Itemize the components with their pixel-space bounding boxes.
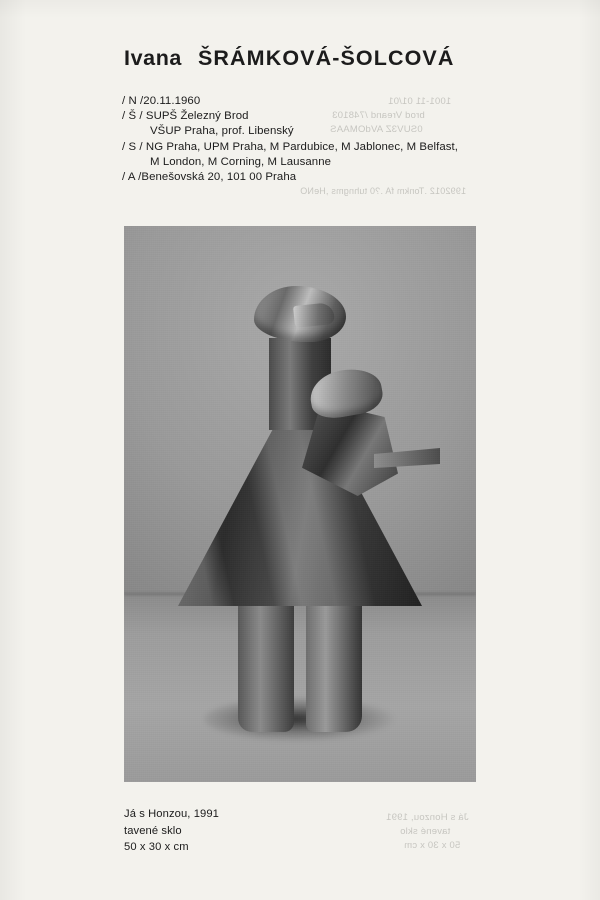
detail-birth: / N /20.11.1960 <box>122 95 201 107</box>
bleed-through-text: 0SUV3Z AVdOMAAS <box>330 124 423 135</box>
detail-collections: / S / NG Praha, UPM Praha, M Pardubice, M Jablonec, M Belfast, <box>122 140 459 153</box>
detail-collections-cont: M London, M Corning, M Lausanne <box>150 155 332 168</box>
sculpture-leg-left <box>238 600 294 732</box>
bleed-through-text: tavené sklo <box>400 826 451 837</box>
sculpture-group <box>124 226 476 782</box>
artist-first-name: Ivana <box>124 46 182 70</box>
sculpture-shadow <box>204 696 404 742</box>
bleed-through-text: 1992012 .Tonkm fA .?0 tuhngms ,HeNO <box>300 186 467 196</box>
artwork-caption <box>124 806 219 856</box>
artist-last-name: ŠRÁMKOVÁ-ŠOLCOVÁ <box>197 46 455 70</box>
bleed-through-text: 50 x 30 x cm <box>404 840 461 851</box>
bleed-through-text: 1001-11 01/01 <box>388 96 452 107</box>
bleed-through-text: Já s Honzou, 1991 <box>386 812 469 823</box>
caption-title-year: Já s Honzou, 1991 <box>124 808 219 820</box>
caption-material: tavené sklo <box>124 824 182 837</box>
artwork-photograph <box>124 226 476 782</box>
page-title <box>124 46 454 71</box>
sculpture-leg-right <box>306 600 362 732</box>
caption-dimensions: 50 x 30 x cm <box>124 841 189 853</box>
artist-details-block <box>122 94 458 185</box>
detail-school: / Š / SUPŠ Železný Brod <box>122 110 249 123</box>
bleed-through-text: brod Vreand /748103 <box>332 110 425 121</box>
detail-school-cont: VŠUP Praha, prof. Libenský <box>150 125 294 138</box>
sculpture-head-front <box>293 302 335 328</box>
detail-address: / A /Benešovská 20, 101 00 Praha <box>122 171 297 184</box>
